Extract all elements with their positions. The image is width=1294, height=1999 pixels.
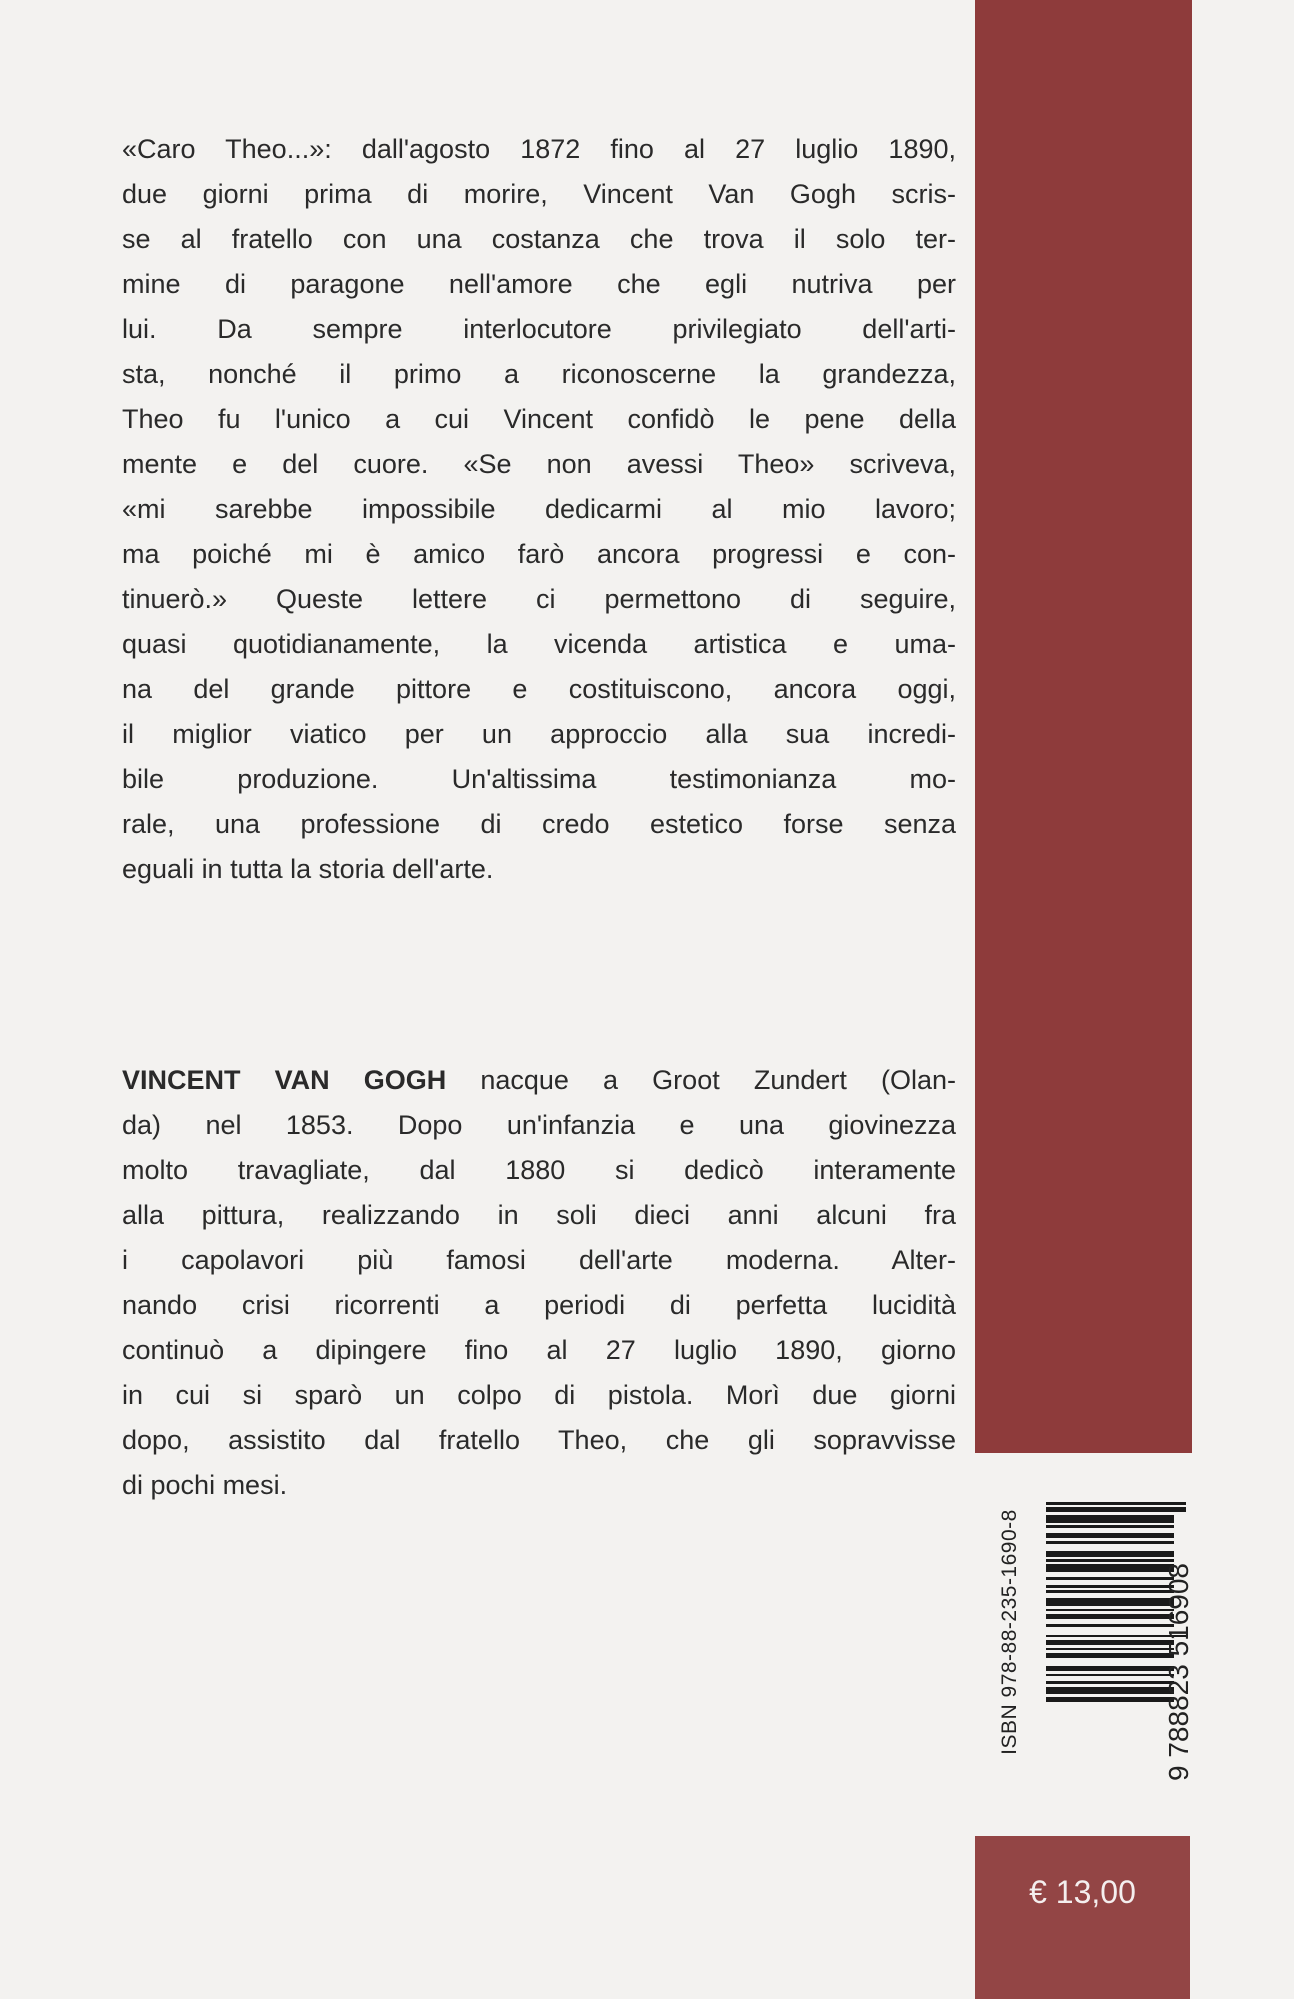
barcode-bar: [1046, 1533, 1174, 1538]
bio-line: continuò a dipingere fino al 27 luglio 1890, giorno: [122, 1335, 956, 1365]
barcode-bar: [1046, 1551, 1174, 1556]
blurb-line: sta, nonché il primo a riconoscerne la grandezza,: [122, 359, 956, 389]
barcode-bar: [1046, 1515, 1174, 1523]
barcode-bar: [1046, 1681, 1174, 1684]
price-label: € 13,00: [1029, 1874, 1136, 1910]
bio-line: in cui si sparò un colpo di pistola. Morì due giorni: [122, 1380, 956, 1410]
barcode-bar: [1046, 1614, 1174, 1619]
blurb-line: eguali in tutta la storia dell'arte.: [122, 854, 494, 884]
barcode-bar: [1046, 1577, 1174, 1580]
barcode-digits: 9 788823 516908: [1163, 1563, 1194, 1781]
bio-line: molto travagliate, dal 1880 si dedicò interamente: [122, 1155, 956, 1185]
blurb-line: bile produzione. Un'altissima testimonianza mo-: [122, 764, 956, 794]
author-bio-paragraph: [122, 1058, 956, 1508]
blurb-line: il miglior viatico per un approccio alla sua incredi-: [122, 719, 956, 749]
barcode-bar: [1046, 1648, 1174, 1651]
blurb-line: mine di paragone nell'amore che egli nutriva per: [122, 269, 956, 299]
barcode-bar: [1046, 1624, 1174, 1627]
blurb-line: «mi sarebbe impossibile dedicarmi al mio lavoro;: [122, 494, 956, 524]
spine-color-band: [975, 0, 1192, 1453]
blurb-line: na del grande pittore e costituiscono, ancora oggi,: [122, 674, 956, 704]
barcode-bar: [1046, 1541, 1174, 1544]
author-name: VINCENT VAN GOGH: [122, 1065, 447, 1095]
blurb-paragraph: [122, 127, 956, 892]
bio-line: di pochi mesi.: [122, 1470, 288, 1500]
bio-line-text: nacque a Groot Zundert (Olan-: [446, 1065, 957, 1095]
barcode-bar: [1046, 1585, 1174, 1588]
isbn-text: ISBN 978-88-235-1690-8: [998, 1509, 1021, 1755]
bio-line: da) nel 1853. Dopo un'infanzia e una giovinezza: [122, 1110, 956, 1140]
blurb-line: «Caro Theo...»: dall'agosto 1872 fino al 27 luglio 1890,: [122, 134, 956, 164]
bio-line: nando crisi ricorrenti a periodi di perfetta lucidità: [122, 1290, 956, 1320]
blurb-line: ma poiché mi è amico farò ancora progressi e con-: [122, 539, 956, 569]
barcode-bar: [1046, 1590, 1174, 1593]
barcode-bar: [1046, 1674, 1174, 1677]
barcode-bar: [1046, 1525, 1174, 1528]
bio-line: i capolavori più famosi dell'arte moderna. Alter-: [122, 1245, 956, 1275]
blurb-line: rale, una professione di credo estetico forse senza: [122, 809, 956, 839]
barcode-bar: [1046, 1653, 1174, 1658]
blurb-line: due giorni prima di morire, Vincent Van Gogh scris-: [122, 179, 956, 209]
bio-line: [122, 1058, 956, 1103]
barcode-bar: [1046, 1559, 1174, 1562]
barcode-bar: [1046, 1564, 1174, 1572]
blurb-line: se al fratello con una costanza che trova il solo ter-: [122, 224, 956, 254]
barcode-bar: [1046, 1640, 1174, 1645]
bio-line: alla pittura, realizzando in soli dieci anni alcuni fra: [122, 1200, 956, 1230]
blurb-line: quasi quotidianamente, la vicenda artistica e uma-: [122, 629, 956, 659]
blurb-line: mente e del cuore. «Se non avessi Theo» scriveva,: [122, 449, 956, 479]
barcode-bar: [1046, 1598, 1174, 1606]
barcode-bar: [1046, 1666, 1174, 1671]
price-box: [975, 1836, 1190, 1999]
blurb-line: tinuerò.» Queste lettere ci permettono di seguire,: [122, 584, 956, 614]
bio-line: dopo, assistito dal fratello Theo, che gli sopravvisse: [122, 1425, 956, 1455]
barcode-bar: [1046, 1609, 1174, 1612]
isbn-barcode: [988, 1496, 1194, 1781]
blurb-line: lui. Da sempre interlocutore privilegiato dell'arti-: [122, 314, 956, 344]
barcode-bars: [1046, 1502, 1176, 1760]
blurb-line: Theo fu l'unico a cui Vincent confidò le pene della: [122, 404, 956, 434]
barcode-bar: [1046, 1697, 1174, 1702]
barcode-bar: [1046, 1687, 1174, 1695]
